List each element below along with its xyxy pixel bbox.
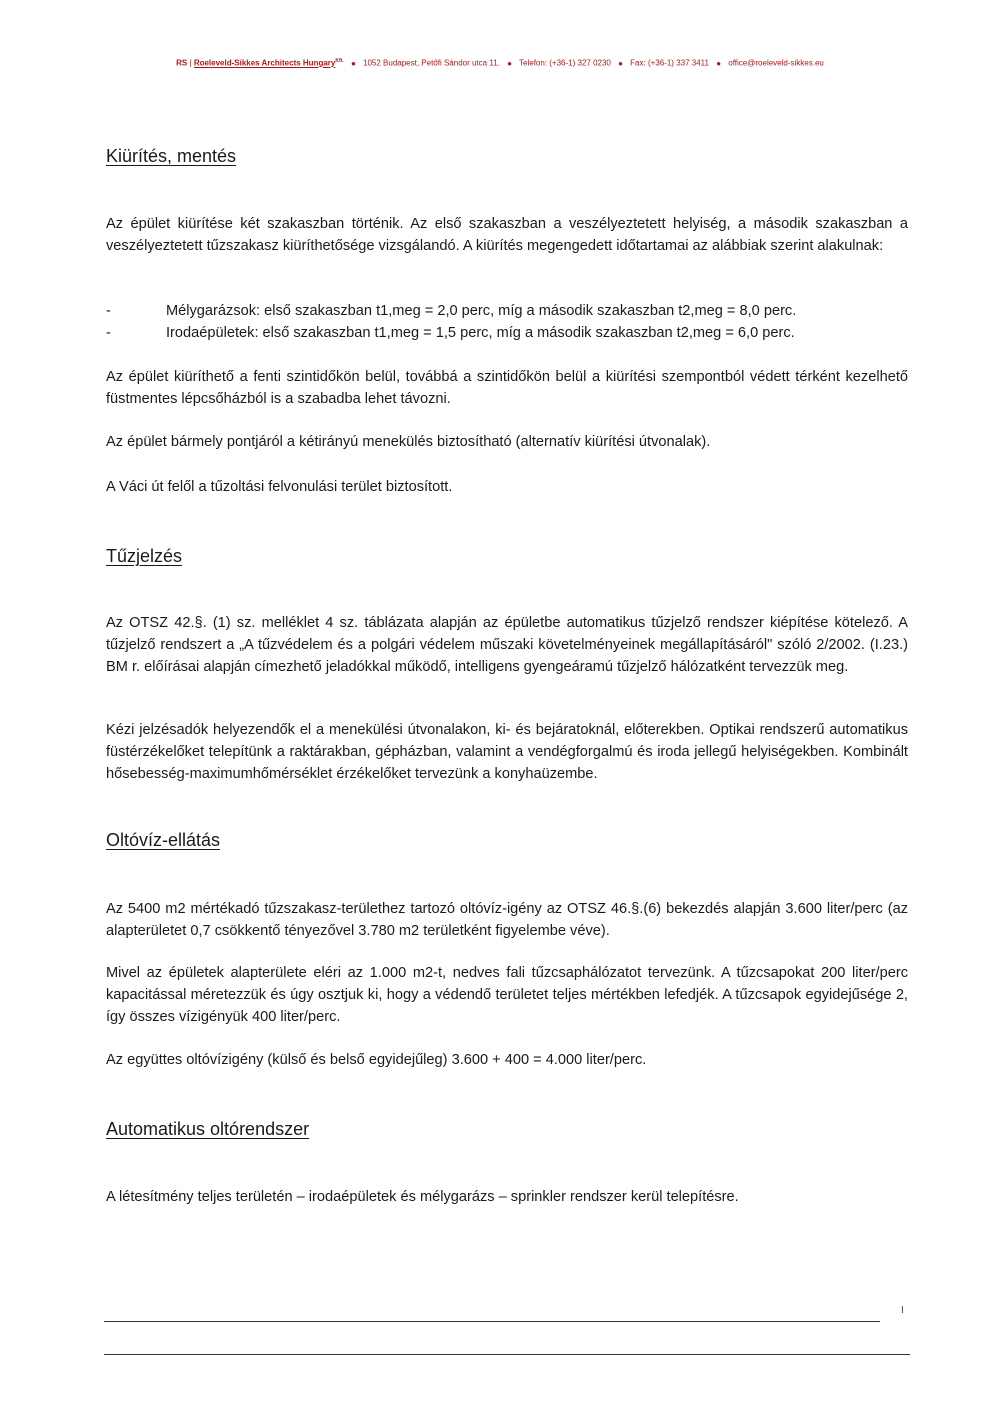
paragraph-kiurites-4: A Váci út felől a tűzoltási felvonulási terület biztosított. bbox=[106, 479, 453, 495]
paragraph-oltoviz-1: Az 5400 m2 mértékadó tűzszakasz-területhez tartozó oltóvíz-igény az OTSZ 46.§.(6) bekezdés alapján 3.600 liter/perc (az alapterületet 0,7 csökkentő tényezővel 3.780 m2 területként figyelembe véve). bbox=[106, 901, 908, 939]
letterhead-company: Roeleveld-Sikkes Architects Hungary bbox=[193, 58, 336, 68]
list-item bbox=[106, 322, 908, 344]
paragraph-kiurites-3: Az épület bármely pontjáról a kétirányú menekülés biztosítható (alternatív kiürítési útvonalak). bbox=[106, 434, 711, 450]
paragraph-kiurites-2: Az épület kiüríthető a fenti szintidőkön belül, továbbá a szintidőkön belül a kiürítési szempontból védett térként kezelhető füstmentes lépcsőházból is a szabadba lehet távozni. bbox=[106, 369, 908, 407]
paragraph-tuzjelzes-1: Az OTSZ 42.§. (1) sz. melléklet 4 sz. táblázata alapján az épületbe automatikus tűzjelző rendszer kiépítése kötelező. A tűzjelző rendszert a „A tűzvédelem és a polgári védelem műszaki követelményeinek megállapításáról" szóló 2/2002. (I.23.) BM r. előírásai alapján címezhető jeladókkal működő, intelligens gyengeáramú tűzjelző hálózatként tervezzük meg. bbox=[106, 615, 908, 675]
paragraph-kiurites-intro: Az épület kiürítése két szakaszban történik. Az első szakaszban a veszélyeztetett helyiség, a második szakaszban a veszélyeztetett tűzszakasz kiüríthetősége vizsgálandó. A kiürítés megengedett időtartamai az alábbiak szerint alakulnak: bbox=[106, 216, 908, 254]
list-marker: - bbox=[106, 303, 111, 319]
bullet-icon: ● bbox=[350, 58, 356, 68]
letterhead-email: office@roeleveld-sikkes.eu bbox=[728, 58, 824, 68]
letterhead-fax: Fax: (+36-1) 337 3411 bbox=[630, 58, 709, 68]
letterhead-address: 1052 Budapest, Petőfi Sándor utca 11. bbox=[363, 58, 500, 68]
list-item bbox=[106, 300, 908, 322]
list-marker: - bbox=[106, 325, 111, 341]
letterhead-separator: | bbox=[189, 58, 192, 68]
heading-tuzjelzes: Tűzjelzés bbox=[106, 546, 183, 566]
heading-oltoviz: Oltóvíz-ellátás bbox=[106, 830, 221, 850]
list-kiurites-times bbox=[106, 300, 908, 344]
list-item-text: Irodaépületek: első szakaszban t1,meg = 1,5 perc, míg a második szakaszban t2,meg = 6,0 perc. bbox=[166, 325, 795, 341]
heading-kiurites: Kiürítés, mentés bbox=[106, 146, 237, 166]
paragraph-oltoviz-2: Mivel az épületek alapterülete eléri az 1.000 m2-t, nedves fali tűzcsaphálózatot tervezünk. A tűzcsapokat 200 liter/perc kapacitással méretezzük és úgy osztjuk ki, hogy a védendő területet teljes mértékben lefedjék. A tűzcsapok egyidejűsége 2, így összes vízigényük 400 liter/perc. bbox=[106, 965, 908, 1025]
paragraph-tuzjelzes-2: Kézi jelzésadók helyezendők el a menekülési útvonalakon, ki- és bejáratoknál, előterekben. Optikai rendszerű automatikus füstérzékelőket telepítünk a raktárakban, gépházban, valamint a vendégforgalmú és iroda jellegű helyiségekben. Kombinált hősebesség-maximumhőmérséklet érzékelőket tervezünk a konyhaüzembe. bbox=[106, 722, 908, 782]
bullet-icon: ● bbox=[507, 58, 512, 68]
paragraph-automatikus-1: A létesítmény teljes területén – irodaépületek és mélygarázs – sprinkler rendszer kerül telepítésre. bbox=[106, 1189, 739, 1205]
list-item-text: Mélygarázsok: első szakaszban t1,meg = 2,0 perc, míg a második szakaszban t2,meg = 8,0 perc. bbox=[166, 303, 797, 319]
letterhead-company-suffix: Kft. bbox=[335, 58, 344, 64]
footer-divider-bottom bbox=[104, 1354, 910, 1355]
bullet-icon: ● bbox=[618, 58, 623, 68]
letterhead-logo-rs: RS bbox=[176, 58, 188, 68]
footer-divider-top bbox=[104, 1321, 880, 1322]
bullet-icon: ● bbox=[716, 58, 722, 68]
letterhead bbox=[0, 58, 1000, 68]
letterhead-phone: Telefon: (+36-1) 327 0230 bbox=[519, 58, 611, 68]
paragraph-oltoviz-3: Az együttes oltóvízigény (külső és belső egyidejűleg) 3.600 + 400 = 4.000 liter/perc. bbox=[106, 1052, 647, 1068]
heading-automatikus: Automatikus oltórendszer bbox=[106, 1119, 310, 1139]
page-number: I bbox=[901, 1305, 904, 1316]
